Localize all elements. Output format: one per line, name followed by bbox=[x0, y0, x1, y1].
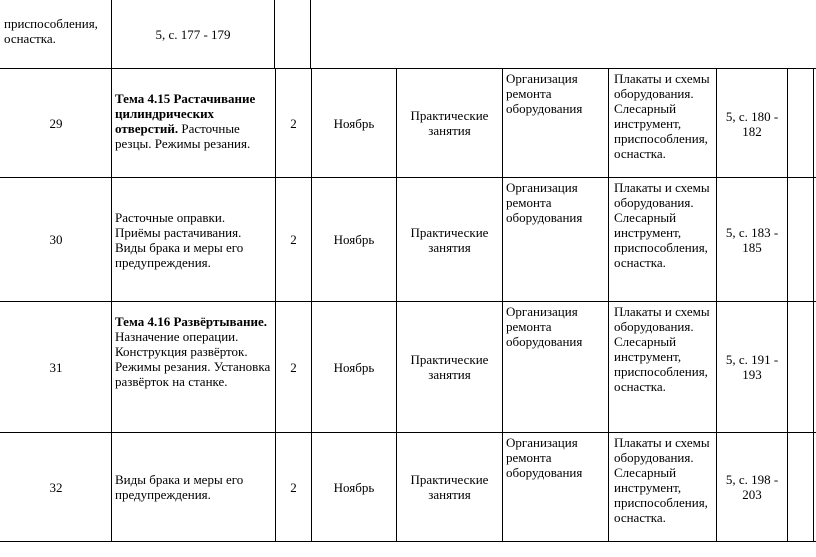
table-row-topic bbox=[112, 69, 275, 177]
table-row-reference: 5, с. 180 - 182 bbox=[725, 109, 779, 139]
table-row-hours: 2 bbox=[290, 359, 297, 375]
top-reference-text: 5, с. 177 - 179 bbox=[155, 26, 231, 42]
top-equipment-cell bbox=[1, 16, 111, 68]
top-equipment-text: приспособления, оснастка. bbox=[4, 16, 98, 46]
table-row-organization: Организация ремонта оборудования bbox=[506, 304, 583, 349]
table-row-reference: 5, с. 191 - 193 bbox=[725, 352, 779, 382]
table-row-organization: Организация ремонта оборудования bbox=[506, 435, 583, 480]
top-reference-cell bbox=[112, 0, 274, 68]
topic-text: Расточные оправки. Приёмы растачивания. Виды брака и меры его предупреждения. bbox=[115, 209, 244, 270]
table-row-topic bbox=[112, 302, 275, 432]
table-row-num: 32 bbox=[49, 479, 63, 495]
table-row-month: Ноябрь bbox=[333, 232, 375, 247]
table-row-month: Ноябрь bbox=[333, 359, 375, 375]
table-row-organization: Организация ремонта оборудования bbox=[506, 71, 583, 116]
table-row-equipment: Плакаты и схемы оборудования. Слесарный инструмент, приспособления, оснастка. bbox=[614, 435, 710, 525]
table-row-type: Практические занятия bbox=[410, 352, 489, 382]
table-row-reference: 5, с. 183 - 185 bbox=[725, 224, 779, 255]
table-row-equipment: Плакаты и схемы оборудования. Слесарный инструмент, приспособления, оснастка. bbox=[614, 71, 710, 161]
topic-heading: Тема 4.16 Развёртывание. bbox=[115, 314, 268, 329]
topic-text: Расточные резцы. Режимы резания. bbox=[115, 121, 251, 151]
table-row-hours: 2 bbox=[290, 479, 297, 495]
table-row-type: Практические занятия bbox=[410, 472, 489, 502]
table-row-hours: 2 bbox=[290, 232, 297, 247]
table-row-type: Практические занятия bbox=[410, 224, 489, 255]
table-row-topic bbox=[112, 433, 275, 541]
table-row-equipment: Плакаты и схемы оборудования. Слесарный инструмент, приспособления, оснастка. bbox=[614, 180, 710, 270]
table-row-topic bbox=[112, 178, 275, 301]
topic-text: Виды брака и меры его предупреждения. bbox=[115, 472, 244, 502]
topic-text: Назначение операции. Конструкция развёрток. Режимы резания. Установка развёрток на станке. bbox=[115, 329, 271, 389]
topic-heading: Тема 4.15 Растачивание цилиндрических отверстий. bbox=[115, 91, 256, 136]
table-row-hours: 2 bbox=[290, 115, 297, 131]
table-row-num: 29 bbox=[49, 115, 63, 131]
table-row-num: 30 bbox=[49, 232, 63, 247]
table-row-equipment: Плакаты и схемы оборудования. Слесарный инструмент, приспособления, оснастка. bbox=[614, 304, 710, 394]
table-row-month: Ноябрь bbox=[333, 479, 375, 495]
table-row-organization: Организация ремонта оборудования bbox=[506, 180, 583, 225]
table-row-month: Ноябрь bbox=[333, 115, 375, 131]
table-row-type: Практические занятия bbox=[410, 108, 489, 138]
table-row-num: 31 bbox=[49, 359, 63, 375]
table-row-reference: 5, с. 198 - 203 bbox=[725, 472, 779, 502]
